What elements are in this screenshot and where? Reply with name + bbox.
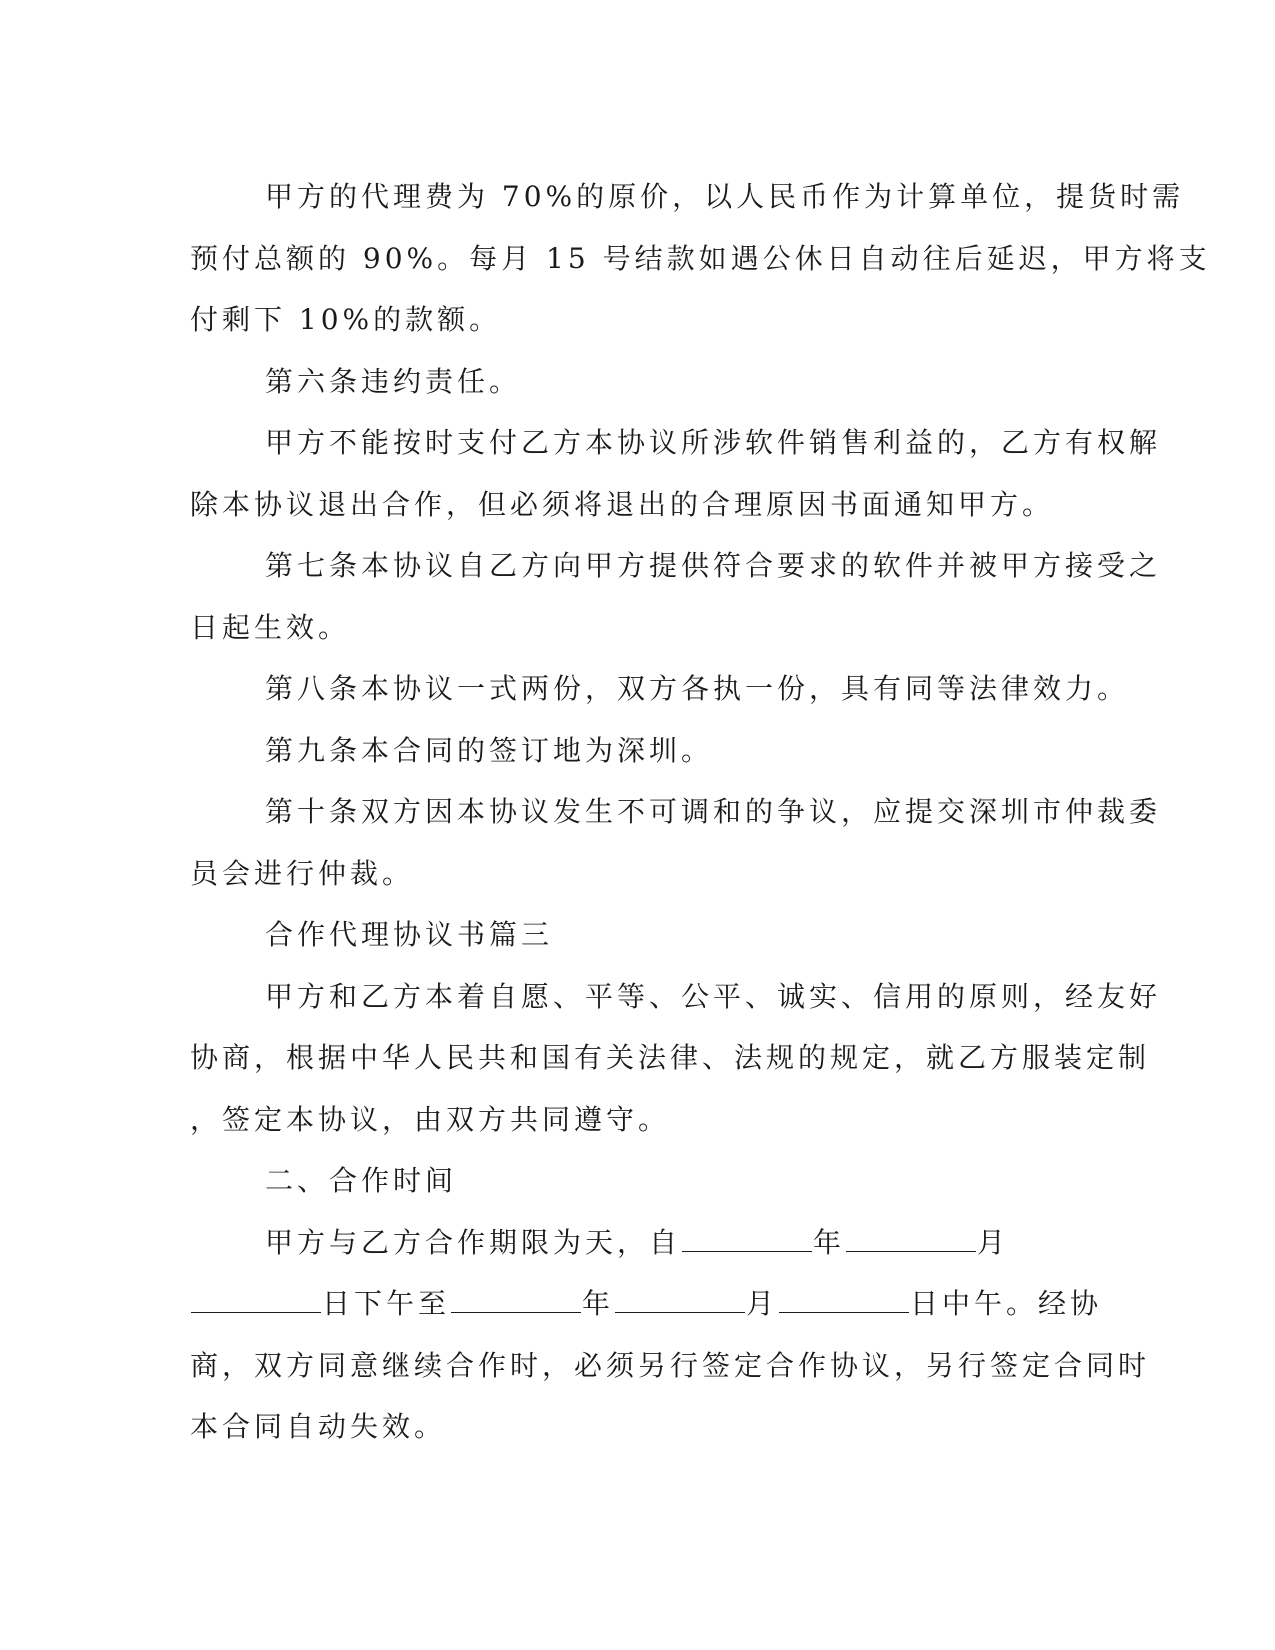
term-prefix: 甲方与乙方合作期限为天，自 <box>265 1225 682 1259</box>
paragraph-agency-fee-line-2: 预付总额的 90%。每月 15 号结款如遇公休日自动往后延迟，甲方将支 <box>190 241 1211 275</box>
paragraph-principles-line-2: 协商，根据中华人民共和国有关法律、法规的规定，就乙方服装定制 <box>190 1041 1151 1074</box>
paragraph-principles-line-1: 甲方和乙方本着自愿、平等、公平、诚实、信用的原则，经友好 <box>265 979 1162 1013</box>
section-cooperation-time-heading: 二、合作时间 <box>265 1164 458 1197</box>
article-7-line-1: 第七条本协议自乙方向甲方提供符合要求的软件并被甲方接受之 <box>265 549 1162 582</box>
paragraph-breach-line-1: 甲方不能按时支付乙方本协议所涉软件销售利益的，乙方有权解 <box>265 426 1162 459</box>
end-year-blank <box>451 1282 581 1313</box>
end-day-blank <box>779 1282 909 1313</box>
paragraph-renewal-line-2: 本合同自动失效。 <box>190 1410 447 1443</box>
article-7-line-2: 日起生效。 <box>190 610 351 644</box>
month-label: 月 <box>977 1225 1010 1259</box>
paragraph-renewal-line-1: 商，双方同意继续合作时，必须另行签定合作协议，另行签定合同时 <box>190 1348 1151 1382</box>
day-afternoon-label: 日下午至 <box>322 1287 451 1320</box>
section-title-part-3: 合作代理协议书篇三 <box>265 918 554 951</box>
article-9: 第九条本合同的签订地为深圳。 <box>265 733 714 767</box>
term-line-2 <box>190 1273 1103 1335</box>
article-10-line-1: 第十条双方因本协议发生不可调和的争议，应提交深圳市仲裁委 <box>265 795 1162 828</box>
start-month-blank <box>846 1221 976 1252</box>
article-6-heading: 第六条违约责任。 <box>265 364 522 398</box>
article-10-line-2: 员会进行仲裁。 <box>190 856 415 890</box>
paragraph-agency-fee-line-3: 付剩下 10%的款额。 <box>190 303 502 336</box>
article-8: 第八条本协议一式两份，双方各执一份，具有同等法律效力。 <box>265 672 1130 705</box>
year-label: 年 <box>813 1225 846 1259</box>
term-line-1 <box>190 1212 1080 1274</box>
month-label: 月 <box>746 1287 779 1320</box>
term-suffix: 日中午。经协 <box>910 1287 1103 1320</box>
year-label: 年 <box>582 1287 615 1320</box>
document-body <box>190 166 1211 1458</box>
paragraph-agency-fee-line-1: 甲方的代理费为 70%的原价，以人民币作为计算单位，提货时需 <box>265 180 1185 213</box>
start-year-blank <box>682 1221 812 1252</box>
start-day-blank <box>191 1282 321 1313</box>
paragraph-principles-line-3: ，签定本协议，由双方共同遵守。 <box>190 1102 671 1136</box>
paragraph-breach-line-2: 除本协议退出合作，但必须将退出的合理原因书面通知甲方。 <box>190 487 1055 521</box>
end-month-blank <box>615 1282 745 1313</box>
